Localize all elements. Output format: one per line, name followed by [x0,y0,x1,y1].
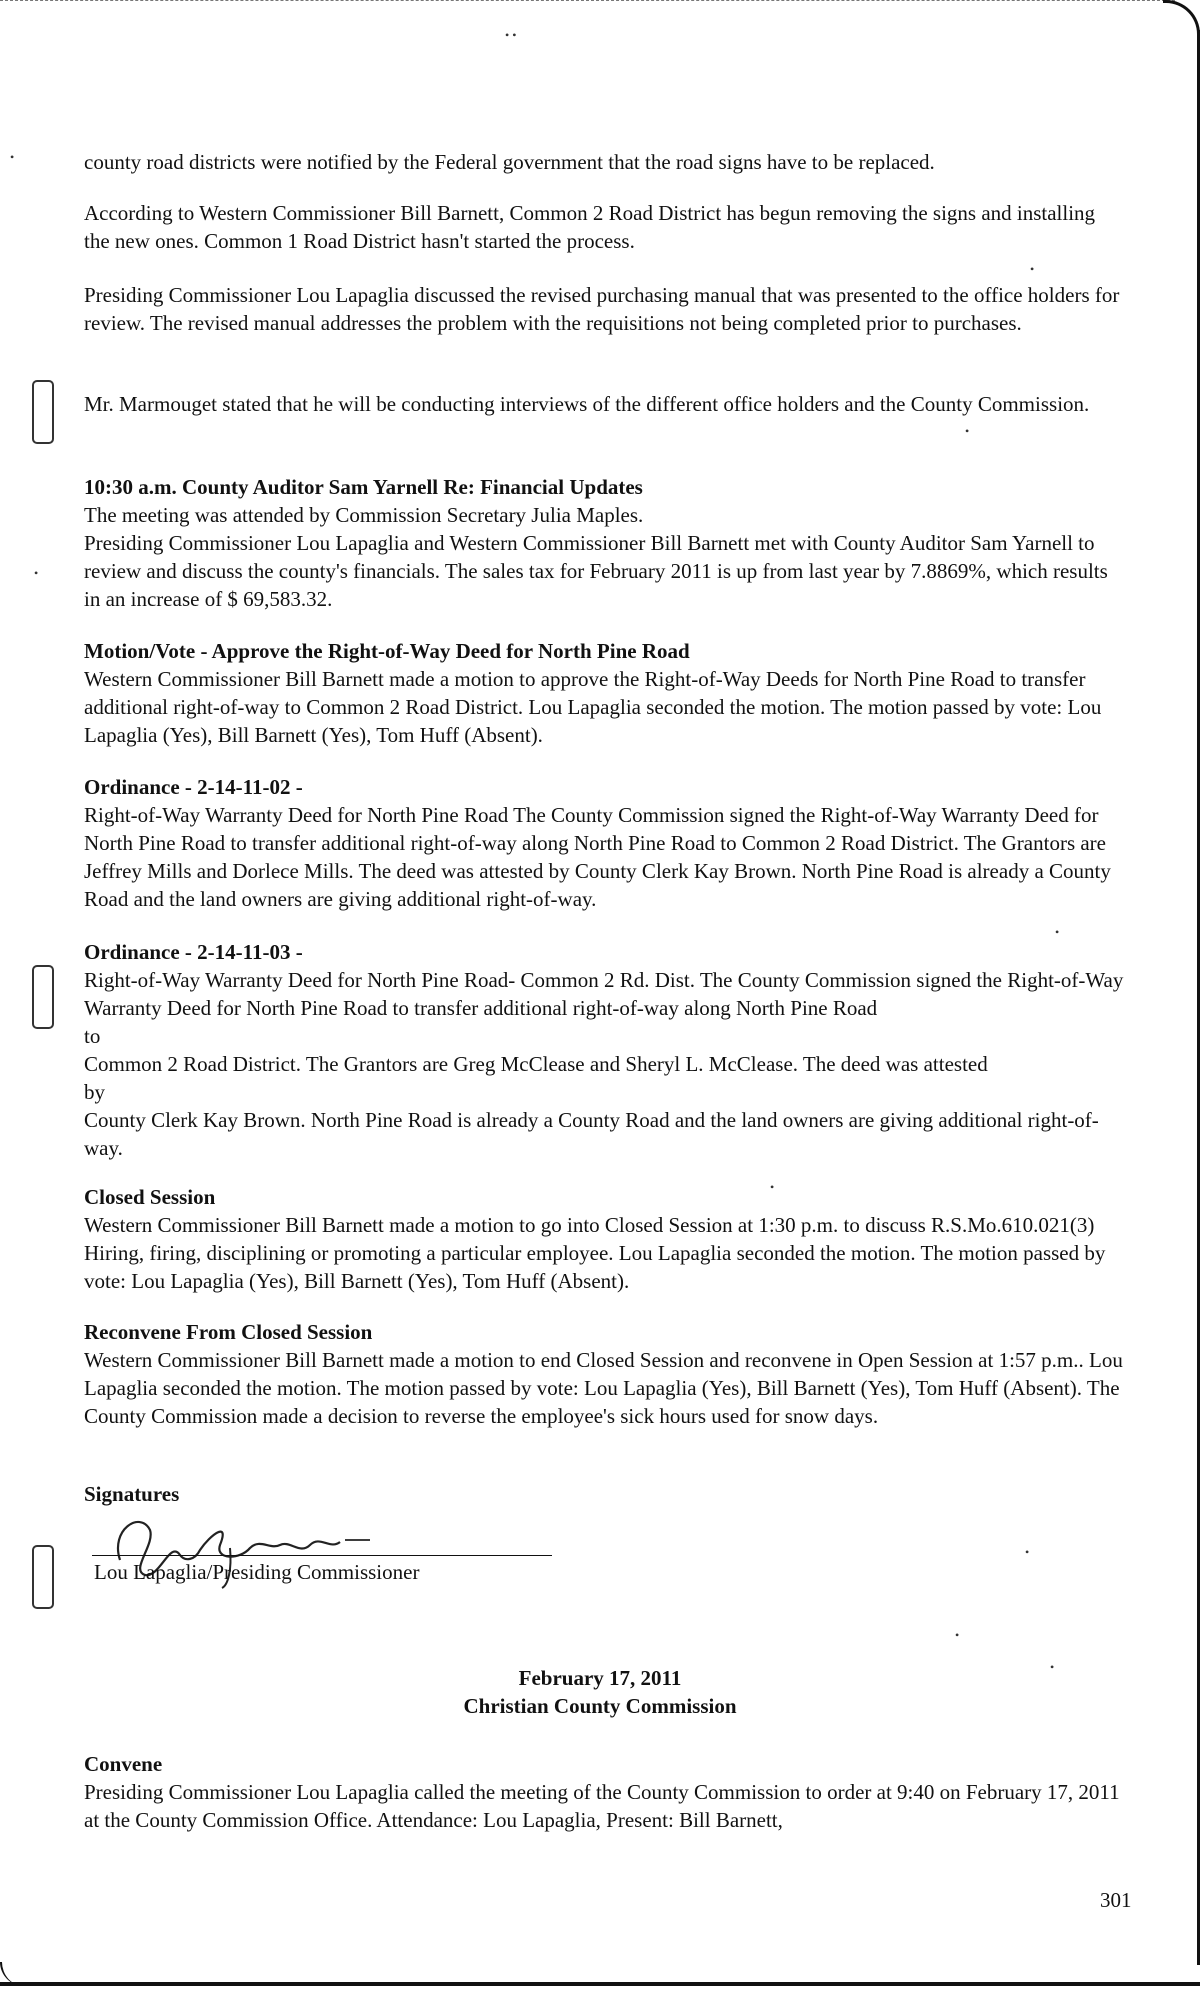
scan-speck: • [1050,1660,1055,1674]
meeting-date: February 17, 2011 [518,1666,682,1690]
section-text: Common 2 Road District. The Grantors are Greg McClease and Sheryl L. McClease. The deed was attested [84,1052,988,1076]
text-block [84,390,1124,418]
section-text: Western Commissioner Bill Barnett made a motion to go into Closed Session at 1:30 p.m. to discuss R.S.Mo.610.021(3) Hiring, firing, disciplining or promoting a particular employee. Lou Lapaglia seconded the motion. The motion passed by vote: Lou Lapaglia (Yes), Bill Barnett (Yes), Tom Huff (Absent). [84,1213,1106,1293]
section-heading: Ordinance - 2-14-11-02 - [84,775,303,799]
section-financial-updates [84,473,1124,613]
section-text: to [84,1024,101,1048]
scan-speck: • [1030,262,1035,276]
scan-speck: • [1055,925,1060,939]
scan-speck: • [34,566,39,580]
paragraph: Mr. Marmouget stated that he will be conducting interviews of the different office holders and the County Commission. [84,392,1090,416]
section-text: Presiding Commissioner Lou Lapaglia called the meeting of the County Commission to order at 9:40 on February 17, 2011 at the County Commission Office. Attendance: Lou Lapaglia, Present: Bill Barnett, [84,1780,1120,1832]
signature-line [92,1555,552,1556]
section-text: Right-of-Way Warranty Deed for North Pine Road- Common 2 Rd. Dist. The County Commission signed the Right-of-Way Warranty Deed for North Pine Road to transfer additional right-of-way along North Pine Road [84,968,1124,1020]
section-text: Right-of-Way Warranty Deed for North Pine Road The County Commission signed the Right-of-Way Warranty Deed for North Pine Road to transfer additional right-of-way along North Pine Road to Common 2 Road District. The Grantors are Jeffrey Mills and Dorlece Mills. The deed was attested by County Clerk Kay Brown. North Pine Road is already a County Road and the land owners are giving additional right-of-way. [84,803,1111,911]
text-block [84,199,1124,255]
scan-top-rule [0,0,1175,1]
scan-speck: • [770,1180,775,1194]
section-heading: Motion/Vote - Approve the Right-of-Way Deed for North Pine Road [84,639,690,663]
scan-speck: • [10,150,15,164]
section-heading: Closed Session [84,1185,216,1209]
punch-hole-icon [32,380,54,444]
punch-hole-icon [32,1545,54,1609]
scan-speck: • [1025,1545,1030,1559]
signature-caption: Lou Lapaglia/Presiding Commissioner [94,1560,420,1584]
section-reconvene [84,1318,1124,1430]
section-heading: Reconvene From Closed Session [84,1320,373,1344]
text-block [84,281,1124,337]
section-closed-session [84,1183,1124,1295]
section-text: Western Commissioner Bill Barnett made a motion to end Closed Session and reconvene in Open Session at 1:57 p.m.. Lou Lapaglia seconded the motion. The motion passed by vote: Lou Lapaglia (Yes), Bill Barnett (Yes), Tom Huff (Absent). The County Commission made a decision to reverse the employee's sick hours used for snow days. [84,1348,1123,1428]
paragraph: Presiding Commissioner Lou Lapaglia discussed the revised purchasing manual that was presented to the office holders for review. The revised manual addresses the problem with the requisitions not being completed prior to purchases. [84,283,1120,335]
section-text: by [84,1080,105,1104]
section-heading: Convene [84,1752,163,1776]
section-heading: Ordinance - 2-14-11-03 - [84,940,303,964]
signatures-heading: Signatures [84,1482,180,1506]
continued-text [84,148,1124,176]
scan-speck: • [955,1628,960,1642]
section-ordinance-02 [84,773,1124,913]
section-text: Presiding Commissioner Lou Lapaglia and Western Commissioner Bill Barnett met with County Auditor Sam Yarnell to review and discuss the county's financials. The sales tax for February 2011 is up from last year by 7.8869%, which results in an increase of $ 69,583.32. [84,531,1108,611]
scan-speck: • • [505,28,517,42]
page-bottom-edge [0,1982,1200,1986]
section-ordinance-03 [84,938,1124,1162]
section-motion-vote [84,637,1124,749]
paragraph: According to Western Commissioner Bill Barnett, Common 2 Road District has begun removing the signs and installing the new ones. Common 1 Road District hasn't started the process. [84,201,1096,253]
section-text: Western Commissioner Bill Barnett made a motion to approve the Right-of-Way Deeds for North Pine Road to transfer additional right-of-way to Common 2 Road District. Lou Lapaglia seconded the motion. The motion passed by vote: Lou Lapaglia (Yes), Bill Barnett (Yes), Tom Huff (Absent). [84,667,1102,747]
punch-hole-icon [32,965,54,1029]
section-text: County Clerk Kay Brown. North Pine Road is already a County Road and the land owners are giving additional right-of-way. [84,1108,1099,1160]
section-text: The meeting was attended by Commission Secretary Julia Maples. [84,503,644,527]
page-corner-curl [1163,0,1200,37]
meeting-body: Christian County Commission [463,1694,737,1718]
section-heading: 10:30 a.m. County Auditor Sam Yarnell Re: Financial Updates [84,475,643,499]
section-convene [84,1750,1124,1834]
paragraph: county road districts were notified by the Federal government that the road signs have to be replaced. [84,150,935,174]
scan-speck: • [965,424,970,438]
page-number: 301 [1100,1888,1132,1912]
